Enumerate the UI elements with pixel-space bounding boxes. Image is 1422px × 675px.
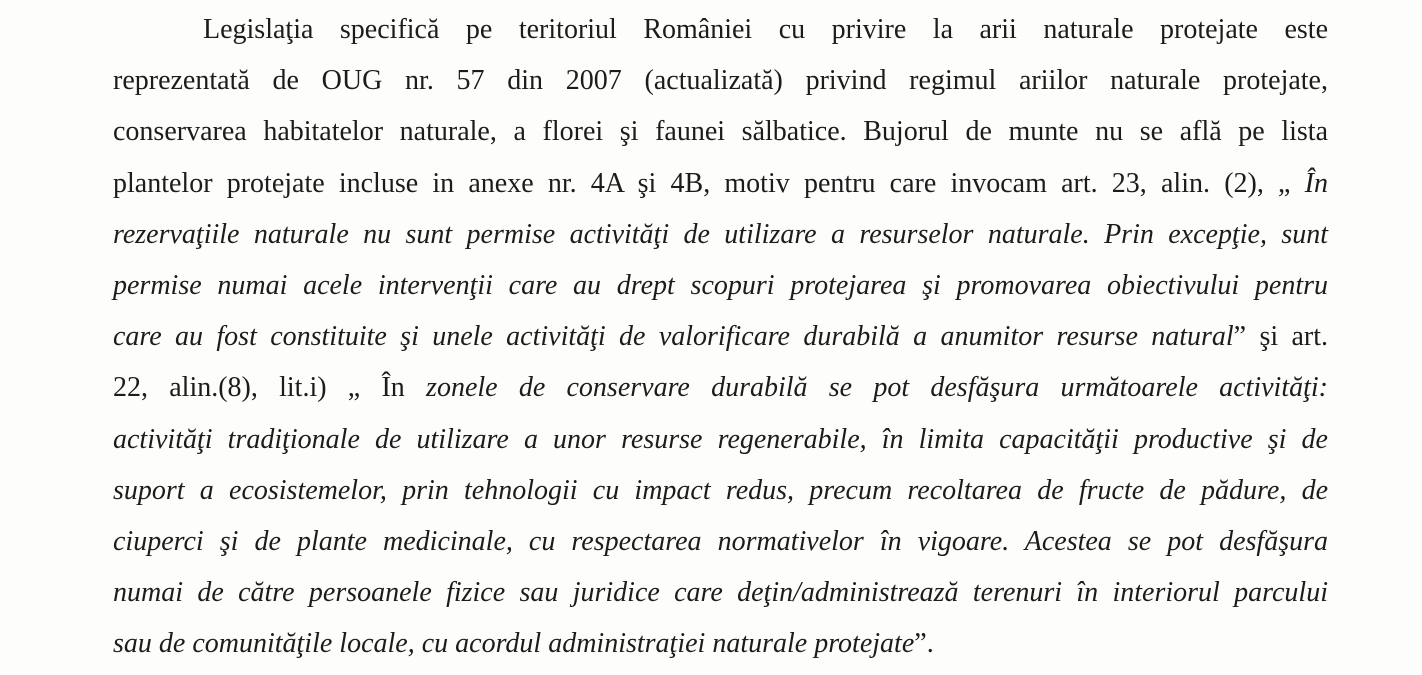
text-line bbox=[113, 63, 1328, 99]
text-segment: ”. bbox=[914, 628, 934, 660]
italic-text-segment: ciuperci şi de plante medicinale, cu respectarea normativelor în vigoare. Acestea se pot desfăşura bbox=[113, 526, 1328, 557]
italic-text-segment: care au fost constituite şi unele activităţi de valorificare durabilă a anumitor resurse natural bbox=[113, 321, 1234, 353]
text-segment: ” şi art. bbox=[1233, 321, 1328, 353]
text-line bbox=[113, 422, 1328, 458]
text-line bbox=[113, 217, 1328, 253]
text-line bbox=[113, 319, 1328, 355]
text-line bbox=[113, 370, 1328, 406]
text-line bbox=[113, 524, 1328, 560]
text-line bbox=[113, 166, 1328, 202]
text-segment: plantelor protejate incluse in anexe nr. 4A şi 4B, motiv pentru care invocam art. 23, alin. (2), „ bbox=[113, 167, 1305, 199]
italic-text-segment: În bbox=[1304, 167, 1328, 199]
italic-text-segment: sau de comunităţile locale, cu acordul administraţiei naturale protejate bbox=[113, 628, 915, 660]
text-segment: reprezentată de OUG nr. 57 din 2007 (actualizată) privind regimul ariilor naturale protejate, bbox=[113, 65, 1328, 97]
text-line bbox=[113, 626, 934, 662]
text-line bbox=[113, 268, 1328, 304]
text-segment: Legislaţia specifică pe teritoriul României cu privire la arii naturale protejate este bbox=[203, 14, 1328, 45]
italic-text-segment: zonele de conservare durabilă se pot desfăşura următoarele activităţi: bbox=[426, 372, 1328, 404]
text-segment: 22, alin.(8), lit.i) „ În bbox=[113, 372, 427, 404]
italic-text-segment: permise numai acele intervenţii care au drept scopuri protejarea şi promovarea obiectivului pentru bbox=[113, 270, 1328, 301]
italic-text-segment: rezervaţiile naturale nu sunt permise activităţi de utilizare a resurselor naturale. Prin excepţie, sunt bbox=[113, 218, 1328, 250]
text-line bbox=[113, 575, 1328, 611]
text-segment: conservarea habitatelor naturale, a florei şi faunei sălbatice. Bujorul de munte nu se află pe lista bbox=[113, 116, 1328, 148]
italic-text-segment: activităţi tradiţionale de utilizare a unor resurse regenerabile, în limita capacităţii productive şi de bbox=[113, 423, 1328, 455]
italic-text-segment: suport a ecosistemelor, prin tehnologii cu impact redus, precum recoltarea de fructe de pădure, de bbox=[113, 474, 1328, 506]
text-line bbox=[113, 114, 1328, 150]
italic-text-segment: numai de către persoanele fizice sau juridice care deţin/administrează terenuri în interiorul parcului bbox=[113, 577, 1328, 609]
text-line bbox=[113, 473, 1328, 509]
text-line bbox=[203, 12, 1328, 48]
